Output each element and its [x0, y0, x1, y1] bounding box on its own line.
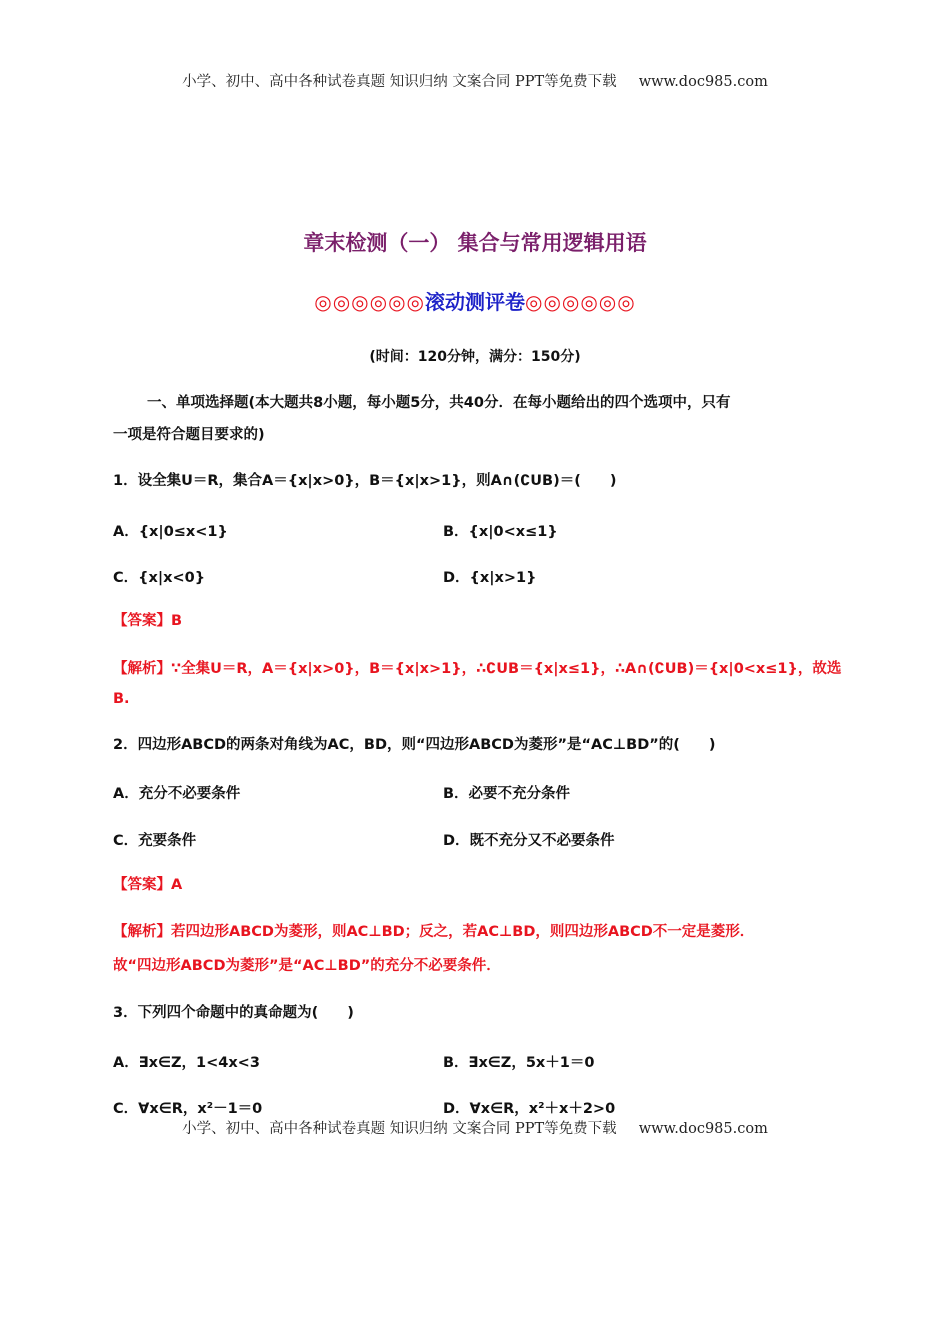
question-2-option-c: C．充要条件 [113, 833, 197, 849]
question-1-analysis-line1: 【解析】∵全集U＝R，A＝{x|x>0}，B＝{x|x>1}，∴∁UB＝{x|x≤1}，∴A∩(∁UB)＝{x|0<x≤1}，故选 [113, 661, 842, 677]
question-2-stem: 2．四边形ABCD的两条对角线为AC，BD，则“四边形ABCD为菱形”是“AC⊥BD”的( ) [113, 737, 716, 753]
question-1-option-d: D．{x|x>1} [443, 570, 537, 586]
question-2-analysis-line2: 故“四边形ABCD为菱形”是“AC⊥BD”的充分不必要条件． [113, 958, 501, 974]
question-3-option-b: B．∃x∈Z，5x＋1＝0 [443, 1055, 595, 1071]
question-1-option-b: B．{x|0<x≤1} [443, 524, 558, 540]
footer-text: 小学、初中、高中各种试卷真题 知识归纳 文案合同 PPT等免费下载 [182, 1121, 617, 1137]
page-header [0, 70, 950, 91]
question-1-option-c: C．{x|x<0} [113, 570, 206, 586]
question-2-analysis-line1: 【解析】若四边形ABCD为菱形，则AC⊥BD；反之，若AC⊥BD，则四边形ABCD不一定是菱形． [113, 924, 755, 940]
subtitle-text: 滚动测评卷 [425, 290, 525, 314]
question-2-option-a: A．充分不必要条件 [113, 786, 241, 802]
question-3-option-a: A．∃x∈Z，1<4x<3 [113, 1055, 260, 1071]
ring-decoration-left: ◎◎◎◎◎◎ [314, 290, 425, 314]
question-2-answer: 【答案】A [113, 877, 183, 893]
question-1-answer: 【答案】B [113, 613, 183, 629]
question-3-option-d: D．∀x∈R，x²＋x＋2>0 [443, 1101, 616, 1117]
page-title: 章末检测（一） 集合与常用逻辑用语 [303, 231, 647, 255]
question-2-option-b: B．必要不充分条件 [443, 786, 571, 802]
question-3-option-c: C．∀x∈R，x²－1＝0 [113, 1101, 263, 1117]
question-1-stem: 1．设全集U＝R，集合A＝{x|x>0}，B＝{x|x>1}，则A∩(∁UB)＝( ) [113, 473, 617, 489]
page-footer [0, 1117, 950, 1138]
header-text: 小学、初中、高中各种试卷真题 知识归纳 文案合同 PPT等免费下载 [182, 74, 617, 90]
footer-url[interactable]: www.doc985.com [638, 1121, 768, 1137]
page-subtitle [0, 286, 950, 315]
time-info: (时间：120分钟，满分：150分) [369, 349, 581, 365]
section-heading-line2: 一项是符合题目要求的) [113, 427, 265, 443]
ring-decoration-right: ◎◎◎◎◎◎ [525, 290, 636, 314]
question-1-option-a: A．{x|0≤x<1} [113, 524, 228, 540]
question-1-analysis-line2: B. [113, 691, 130, 707]
question-3-stem: 3．下列四个命题中的真命题为( ) [113, 1005, 354, 1021]
section-heading-line1: 一、单项选择题(本大题共8小题，每小题5分，共40分．在每小题给出的四个选项中，只有 [147, 395, 731, 411]
question-2-option-d: D．既不充分又不必要条件 [443, 833, 615, 849]
header-url[interactable]: www.doc985.com [638, 74, 768, 90]
